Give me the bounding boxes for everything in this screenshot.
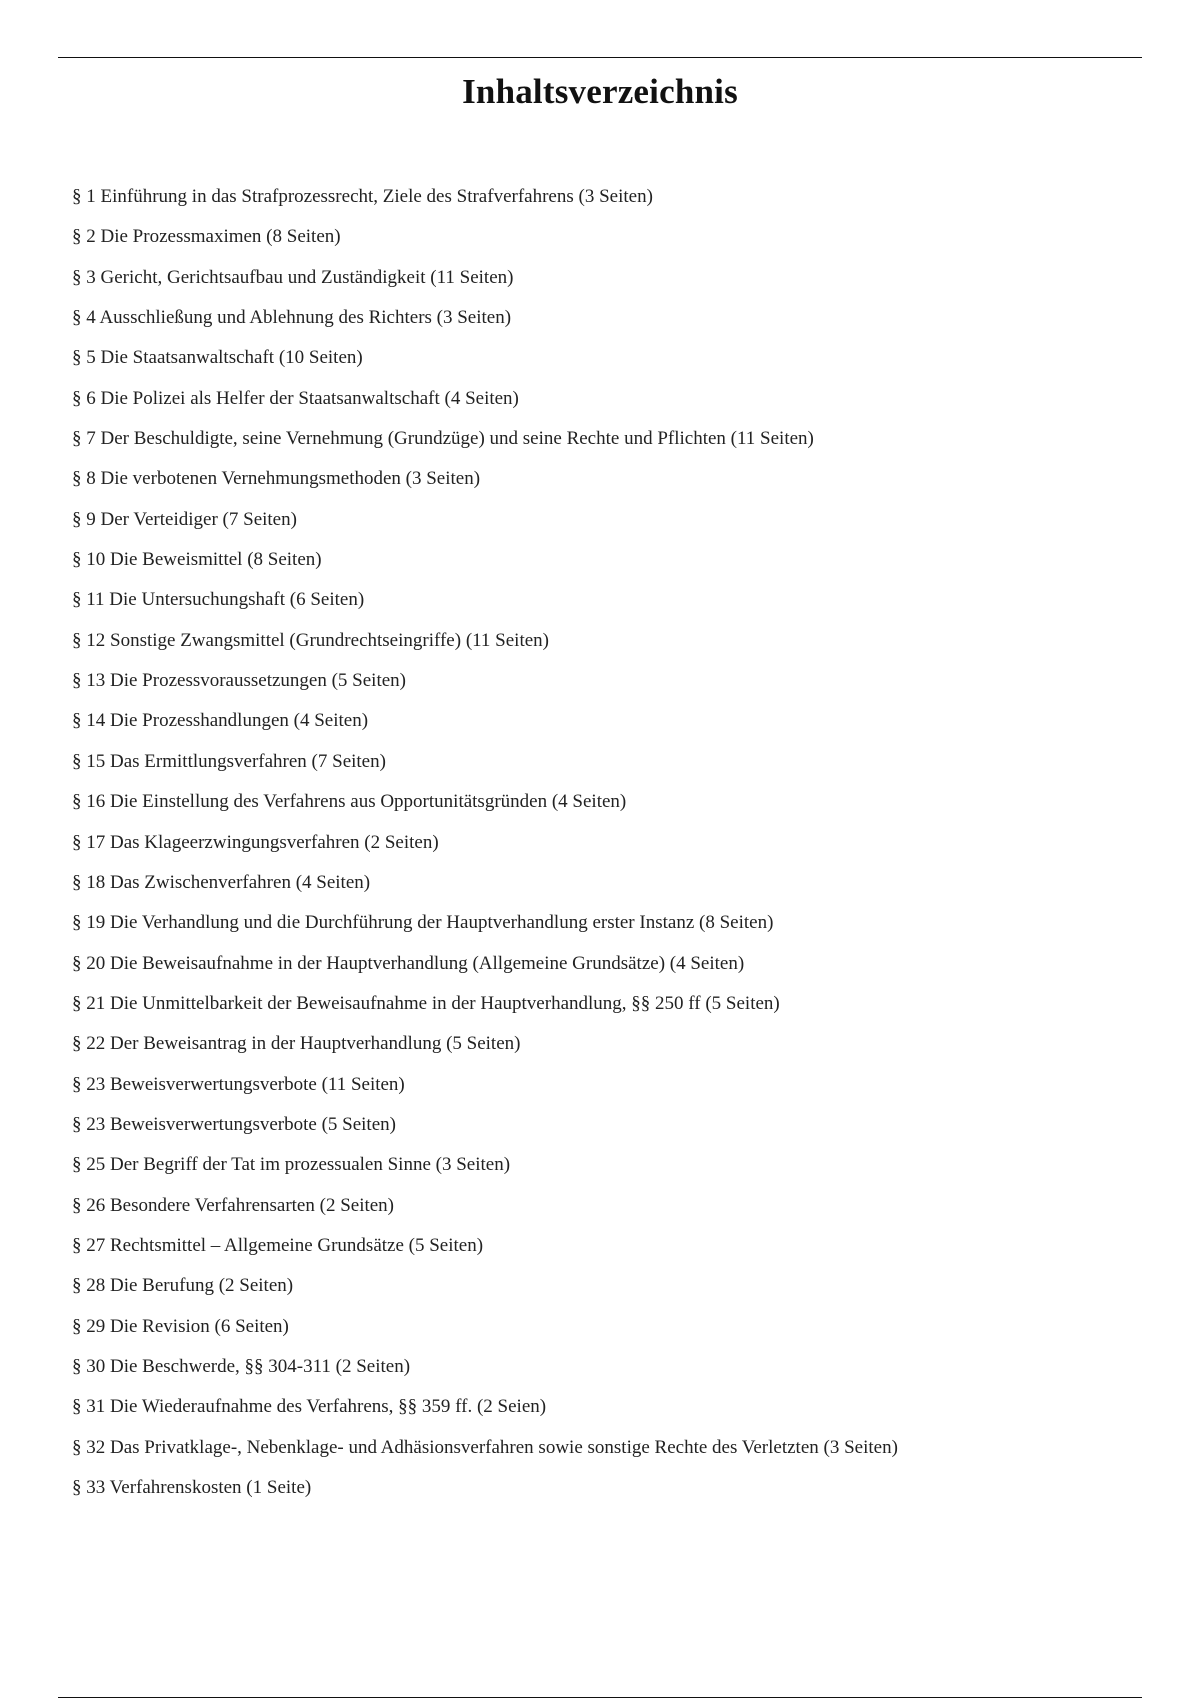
- toc-entry: § 2 Die Prozessmaximen (8 Seiten): [72, 226, 341, 248]
- toc-entry: § 23 Beweisverwertungsverbote (5 Seiten): [72, 1113, 396, 1135]
- toc-entry: § 20 Die Beweisaufnahme in der Hauptverhandlung (Allgemeine Grundsätze) (4 Seiten): [72, 952, 745, 974]
- toc-entry: § 9 Der Verteidiger (7 Seiten): [72, 508, 297, 530]
- toc-entry: § 14 Die Prozesshandlungen (4 Seiten): [72, 710, 369, 732]
- toc-entry: § 30 Die Beschwerde, §§ 304-311 (2 Seiten): [72, 1355, 411, 1377]
- bottom-rule: [58, 1697, 1142, 1698]
- toc-entry: § 29 Die Revision (6 Seiten): [72, 1315, 289, 1337]
- toc-entry: § 13 Die Prozessvoraussetzungen (5 Seiten): [72, 670, 407, 692]
- table-of-contents: [72, 185, 1132, 1516]
- toc-entry: § 16 Die Einstellung des Verfahrens aus Opportunitätsgründen (4 Seiten): [72, 791, 627, 813]
- toc-entry: § 3 Gericht, Gerichtsaufbau und Zuständigkeit (11 Seiten): [72, 266, 514, 288]
- toc-entry: § 11 Die Untersuchungshaft (6 Seiten): [72, 589, 365, 611]
- toc-entry: § 5 Die Staatsanwaltschaft (10 Seiten): [72, 347, 363, 369]
- toc-entry: § 31 Die Wiederaufnahme des Verfahrens, §§ 359 ff. (2 Seien): [72, 1396, 547, 1418]
- toc-entry: § 26 Besondere Verfahrensarten (2 Seiten): [72, 1194, 395, 1216]
- toc-entry: § 8 Die verbotenen Vernehmungsmethoden (3 Seiten): [72, 468, 481, 490]
- toc-entry: § 27 Rechtsmittel – Allgemeine Grundsätze (5 Seiten): [72, 1234, 484, 1256]
- top-rule: [58, 57, 1142, 58]
- toc-entry: § 6 Die Polizei als Helfer der Staatsanwaltschaft (4 Seiten): [72, 387, 519, 409]
- toc-entry: § 4 Ausschließung und Ablehnung des Richters (3 Seiten): [72, 307, 512, 329]
- toc-entry: § 7 Der Beschuldigte, seine Vernehmung (Grundzüge) und seine Rechte und Pflichten (11 Seiten): [72, 428, 814, 450]
- toc-entry: § 23 Beweisverwertungsverbote (11 Seiten): [72, 1073, 405, 1095]
- toc-entry: § 33 Verfahrenskosten (1 Seite): [72, 1477, 312, 1498]
- toc-entry: § 21 Die Unmittelbarkeit der Beweisaufnahme in der Hauptverhandlung, §§ 250 ff (5 Seiten): [72, 992, 780, 1014]
- toc-entry: § 12 Sonstige Zwangsmittel (Grundrechtseingriffe) (11 Seiten): [72, 629, 550, 651]
- toc-entry: § 32 Das Privatklage-, Nebenklage- und Adhäsionsverfahren sowie sonstige Rechte des Verletzten (3 Seiten): [72, 1436, 898, 1458]
- toc-entry: § 1 Einführung in das Strafprozessrecht, Ziele des Strafverfahrens (3 Seiten): [72, 186, 653, 207]
- toc-entry: § 22 Der Beweisantrag in der Hauptverhandlung (5 Seiten): [72, 1033, 521, 1055]
- toc-entry: § 28 Die Berufung (2 Seiten): [72, 1275, 294, 1297]
- toc-entry: § 19 Die Verhandlung und die Durchführung der Hauptverhandlung erster Instanz (8 Seiten): [72, 912, 774, 934]
- toc-entry: § 18 Das Zwischenverfahren (4 Seiten): [72, 871, 371, 893]
- page-title: Inhaltsverzeichnis: [462, 72, 738, 111]
- toc-entry: § 15 Das Ermittlungsverfahren (7 Seiten): [72, 750, 386, 772]
- toc-entry: § 17 Das Klageerzwingungsverfahren (2 Seiten): [72, 831, 439, 853]
- toc-entry: § 10 Die Beweismittel (8 Seiten): [72, 549, 322, 571]
- toc-entry: § 25 Der Begriff der Tat im prozessualen Sinne (3 Seiten): [72, 1154, 511, 1176]
